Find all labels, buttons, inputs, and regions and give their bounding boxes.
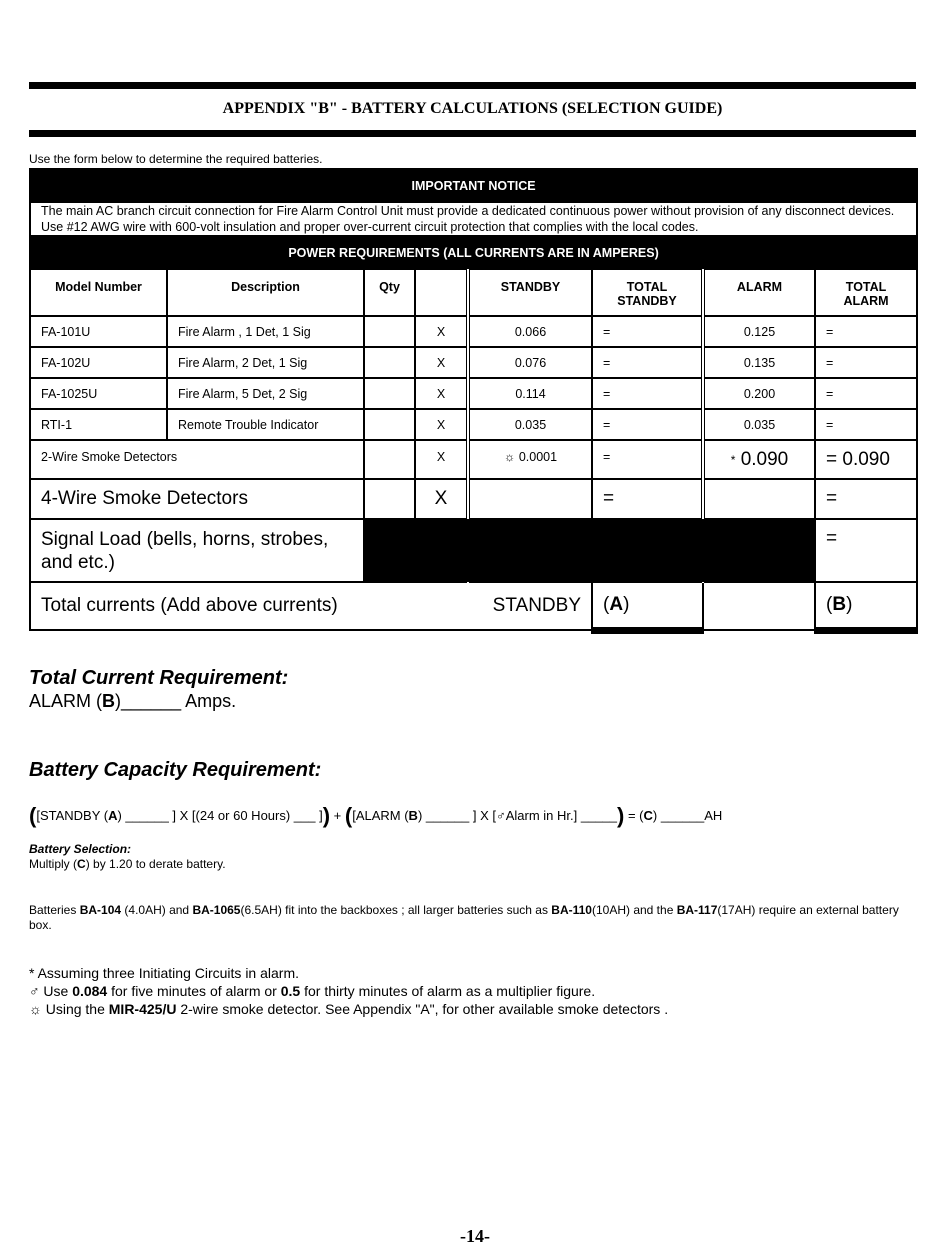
notice-banner <box>30 169 917 202</box>
row-model: FA-1025U <box>30 378 167 409</box>
qty-cell[interactable] <box>364 440 415 479</box>
value: 0.5 <box>280 983 301 999</box>
total-standby-cell[interactable]: = <box>592 378 703 409</box>
total-label: Total currents (Add above currents) <box>30 582 468 630</box>
intro-text: Use the form below to determine the required batteries. <box>29 152 323 166</box>
notice-row <box>30 202 917 236</box>
blocked-cell <box>703 519 815 582</box>
text: (6.5AH) fit into the backboxes ; all larger batteries such as <box>240 903 552 917</box>
text: ) ______ ] X [(24 or 60 Hours) ___ ] <box>117 808 323 823</box>
selection-text <box>29 857 226 872</box>
text: Multiply ( <box>29 857 78 871</box>
text: = ( <box>624 808 644 823</box>
col-multiplier <box>415 269 468 316</box>
col-model: Model Number <box>30 269 167 316</box>
total-standby-cell[interactable]: = <box>592 409 703 440</box>
row-model: FA-102U <box>30 347 167 378</box>
plus: + <box>330 808 345 823</box>
text: [STANDBY ( <box>36 808 109 823</box>
four-wire-label: 4-Wire Smoke Detectors <box>30 479 364 519</box>
detector-model: MIR-425/U <box>108 1001 177 1017</box>
text: for thirty minutes of alarm as a multiplier figure. <box>300 983 596 999</box>
selection-heading: Battery Selection: <box>29 842 132 856</box>
page-number: -14- <box>460 1226 490 1246</box>
text: ) ______ ] X [♂Alarm in Hr.] _____ <box>417 808 618 823</box>
total-row <box>30 582 917 630</box>
row-description: Fire Alarm, 2 Det, 1 Sig <box>167 347 364 378</box>
table-row <box>30 347 917 378</box>
qty-cell[interactable] <box>364 479 415 519</box>
col-standby: STANDBY <box>468 269 592 316</box>
total-alarm-cell[interactable]: = <box>815 519 917 582</box>
paren: ( <box>603 593 610 615</box>
standby-value: 0.076 <box>468 347 592 378</box>
batteries-text <box>29 903 916 933</box>
text: )______ Amps. <box>115 691 237 711</box>
multiply-sign: X <box>415 347 468 378</box>
total-standby-a[interactable] <box>592 582 703 630</box>
total-current-heading: Total Current Requirement: <box>29 667 289 689</box>
total-alarm-cell[interactable]: = <box>815 347 917 378</box>
four-wire-row <box>30 479 917 519</box>
text: Batteries <box>29 903 80 917</box>
total-alarm-cell[interactable]: = <box>815 479 917 519</box>
row-model: RTI-1 <box>30 409 167 440</box>
value: 0.084 <box>72 983 108 999</box>
row-description: Fire Alarm , 1 Det, 1 Sig <box>167 316 364 347</box>
text: for five minutes of alarm or <box>107 983 281 999</box>
text: ☼ Using the <box>29 1001 109 1017</box>
qty-cell[interactable] <box>364 409 415 440</box>
page-title: APPENDIX "B" - BATTERY CALCULATIONS (SELECTION GUIDE) <box>222 100 723 117</box>
text: [ALARM ( <box>352 808 409 823</box>
paren: ) <box>617 803 625 828</box>
note-sun-symbol <box>29 1000 668 1018</box>
paren: ( <box>826 593 833 615</box>
spacer-cell <box>703 582 815 630</box>
paren: ) <box>322 803 331 828</box>
multiply-sign: X <box>415 440 468 479</box>
alarm-value: 0.200 <box>703 378 815 409</box>
multiply-sign: X <box>415 316 468 347</box>
text: (4.0AH) and <box>121 903 193 917</box>
b-letter: B <box>102 691 116 711</box>
standby-value: 0.114 <box>468 378 592 409</box>
capacity-heading: Battery Capacity Requirement: <box>29 759 322 781</box>
two-wire-label: 2-Wire Smoke Detectors <box>30 440 364 479</box>
note-male-symbol <box>29 982 668 1000</box>
battery-model: BA-1065 <box>192 903 241 917</box>
qty-cell[interactable] <box>364 378 415 409</box>
text: ) ______AH <box>652 808 723 823</box>
total-alarm-cell[interactable]: = <box>815 409 917 440</box>
c-letter: C <box>643 808 653 823</box>
battery-calc-table <box>29 168 918 634</box>
top-rule <box>29 82 916 89</box>
a-letter: A <box>108 808 118 823</box>
alarm-value: 0.035 <box>703 409 815 440</box>
b-letter: B <box>832 593 847 615</box>
a-letter: A <box>609 593 624 615</box>
text: ) by 1.20 to derate battery. <box>85 857 226 871</box>
standby-value: ☼ 0.0001 <box>468 440 592 479</box>
footnotes <box>29 964 668 1018</box>
qty-cell[interactable] <box>364 347 415 378</box>
col-qty: Qty <box>364 269 415 316</box>
capacity-formula <box>29 803 722 829</box>
blocked-cell <box>468 519 703 582</box>
row-description: Remote Trouble Indicator <box>167 409 364 440</box>
asterisk-mark: * <box>730 452 736 467</box>
row-model: FA-101U <box>30 316 167 347</box>
multiply-sign: X <box>415 378 468 409</box>
standby-value: 0.035 <box>468 409 592 440</box>
notice-text: The main AC branch circuit connection for Fire Alarm Control Unit must provide a dedicated continuous power without provision of any disconnect devices. Use #12 AWG wire with 600-volt insulation and proper over-current circuit protection that complies with the local codes. <box>30 202 917 236</box>
qty-cell[interactable] <box>364 316 415 347</box>
paren: ) <box>846 593 853 615</box>
power-title: POWER REQUIREMENTS (ALL CURRENTS ARE IN AMPERES) <box>30 236 917 269</box>
text: ALARM ( <box>29 691 103 711</box>
battery-model: BA-104 <box>79 903 122 917</box>
multiply-sign: X <box>415 409 468 440</box>
standby-input-cell[interactable] <box>468 479 592 519</box>
total-alarm-b[interactable] <box>815 582 917 630</box>
c-letter: C <box>77 857 86 871</box>
total-alarm-cell[interactable]: = <box>815 316 917 347</box>
paren: ) <box>623 593 630 615</box>
battery-model: BA-110 <box>551 903 592 917</box>
column-header-row <box>30 269 917 316</box>
note-asterisk: * Assuming three Initiating Circuits in alarm. <box>29 965 299 981</box>
notice-title: IMPORTANT NOTICE <box>30 169 917 202</box>
power-banner <box>30 236 917 269</box>
alarm-value: 0.125 <box>703 316 815 347</box>
total-standby-cell[interactable]: = <box>592 316 703 347</box>
row-description: Fire Alarm, 5 Det, 2 Sig <box>167 378 364 409</box>
two-wire-row <box>30 440 917 479</box>
multiply-sign: X <box>415 479 468 519</box>
col-total-standby: TOTAL STANDBY <box>592 269 703 316</box>
signal-load-row <box>30 519 917 582</box>
title-rule <box>29 130 916 137</box>
col-total-alarm: TOTAL ALARM <box>815 269 917 316</box>
total-standby-cell[interactable]: = <box>592 347 703 378</box>
battery-model: BA-117 <box>676 903 718 917</box>
total-alarm-cell: = 0.090 <box>815 440 917 479</box>
alarm-input-cell[interactable] <box>703 479 815 519</box>
alarm-value <box>703 440 815 479</box>
total-current-line <box>29 691 236 712</box>
table-row <box>30 316 917 347</box>
total-standby-cell[interactable]: = <box>592 440 703 479</box>
col-description: Description <box>167 269 364 316</box>
standby-label: STANDBY <box>468 582 592 630</box>
two-wire-alarm: 0.090 <box>740 448 789 470</box>
total-standby-cell[interactable]: = <box>592 479 703 519</box>
b-letter: B <box>408 808 418 823</box>
standby-value: 0.066 <box>468 316 592 347</box>
text: (17AH) require an external battery box. <box>29 903 899 932</box>
table-row <box>30 378 917 409</box>
paren: ( <box>344 803 353 828</box>
col-alarm: ALARM <box>703 269 815 316</box>
text: 2-wire smoke detector. See Appendix "A", for other available smoke detectors . <box>176 1001 669 1017</box>
table-row <box>30 409 917 440</box>
paren: ( <box>29 803 37 828</box>
alarm-value: 0.135 <box>703 347 815 378</box>
text: (10AH) and the <box>591 903 677 917</box>
blocked-cell <box>364 519 468 582</box>
signal-load-label: Signal Load (bells, horns, strobes, and etc.) <box>30 519 364 582</box>
total-alarm-cell[interactable]: = <box>815 378 917 409</box>
text: ♂ Use <box>29 983 73 999</box>
